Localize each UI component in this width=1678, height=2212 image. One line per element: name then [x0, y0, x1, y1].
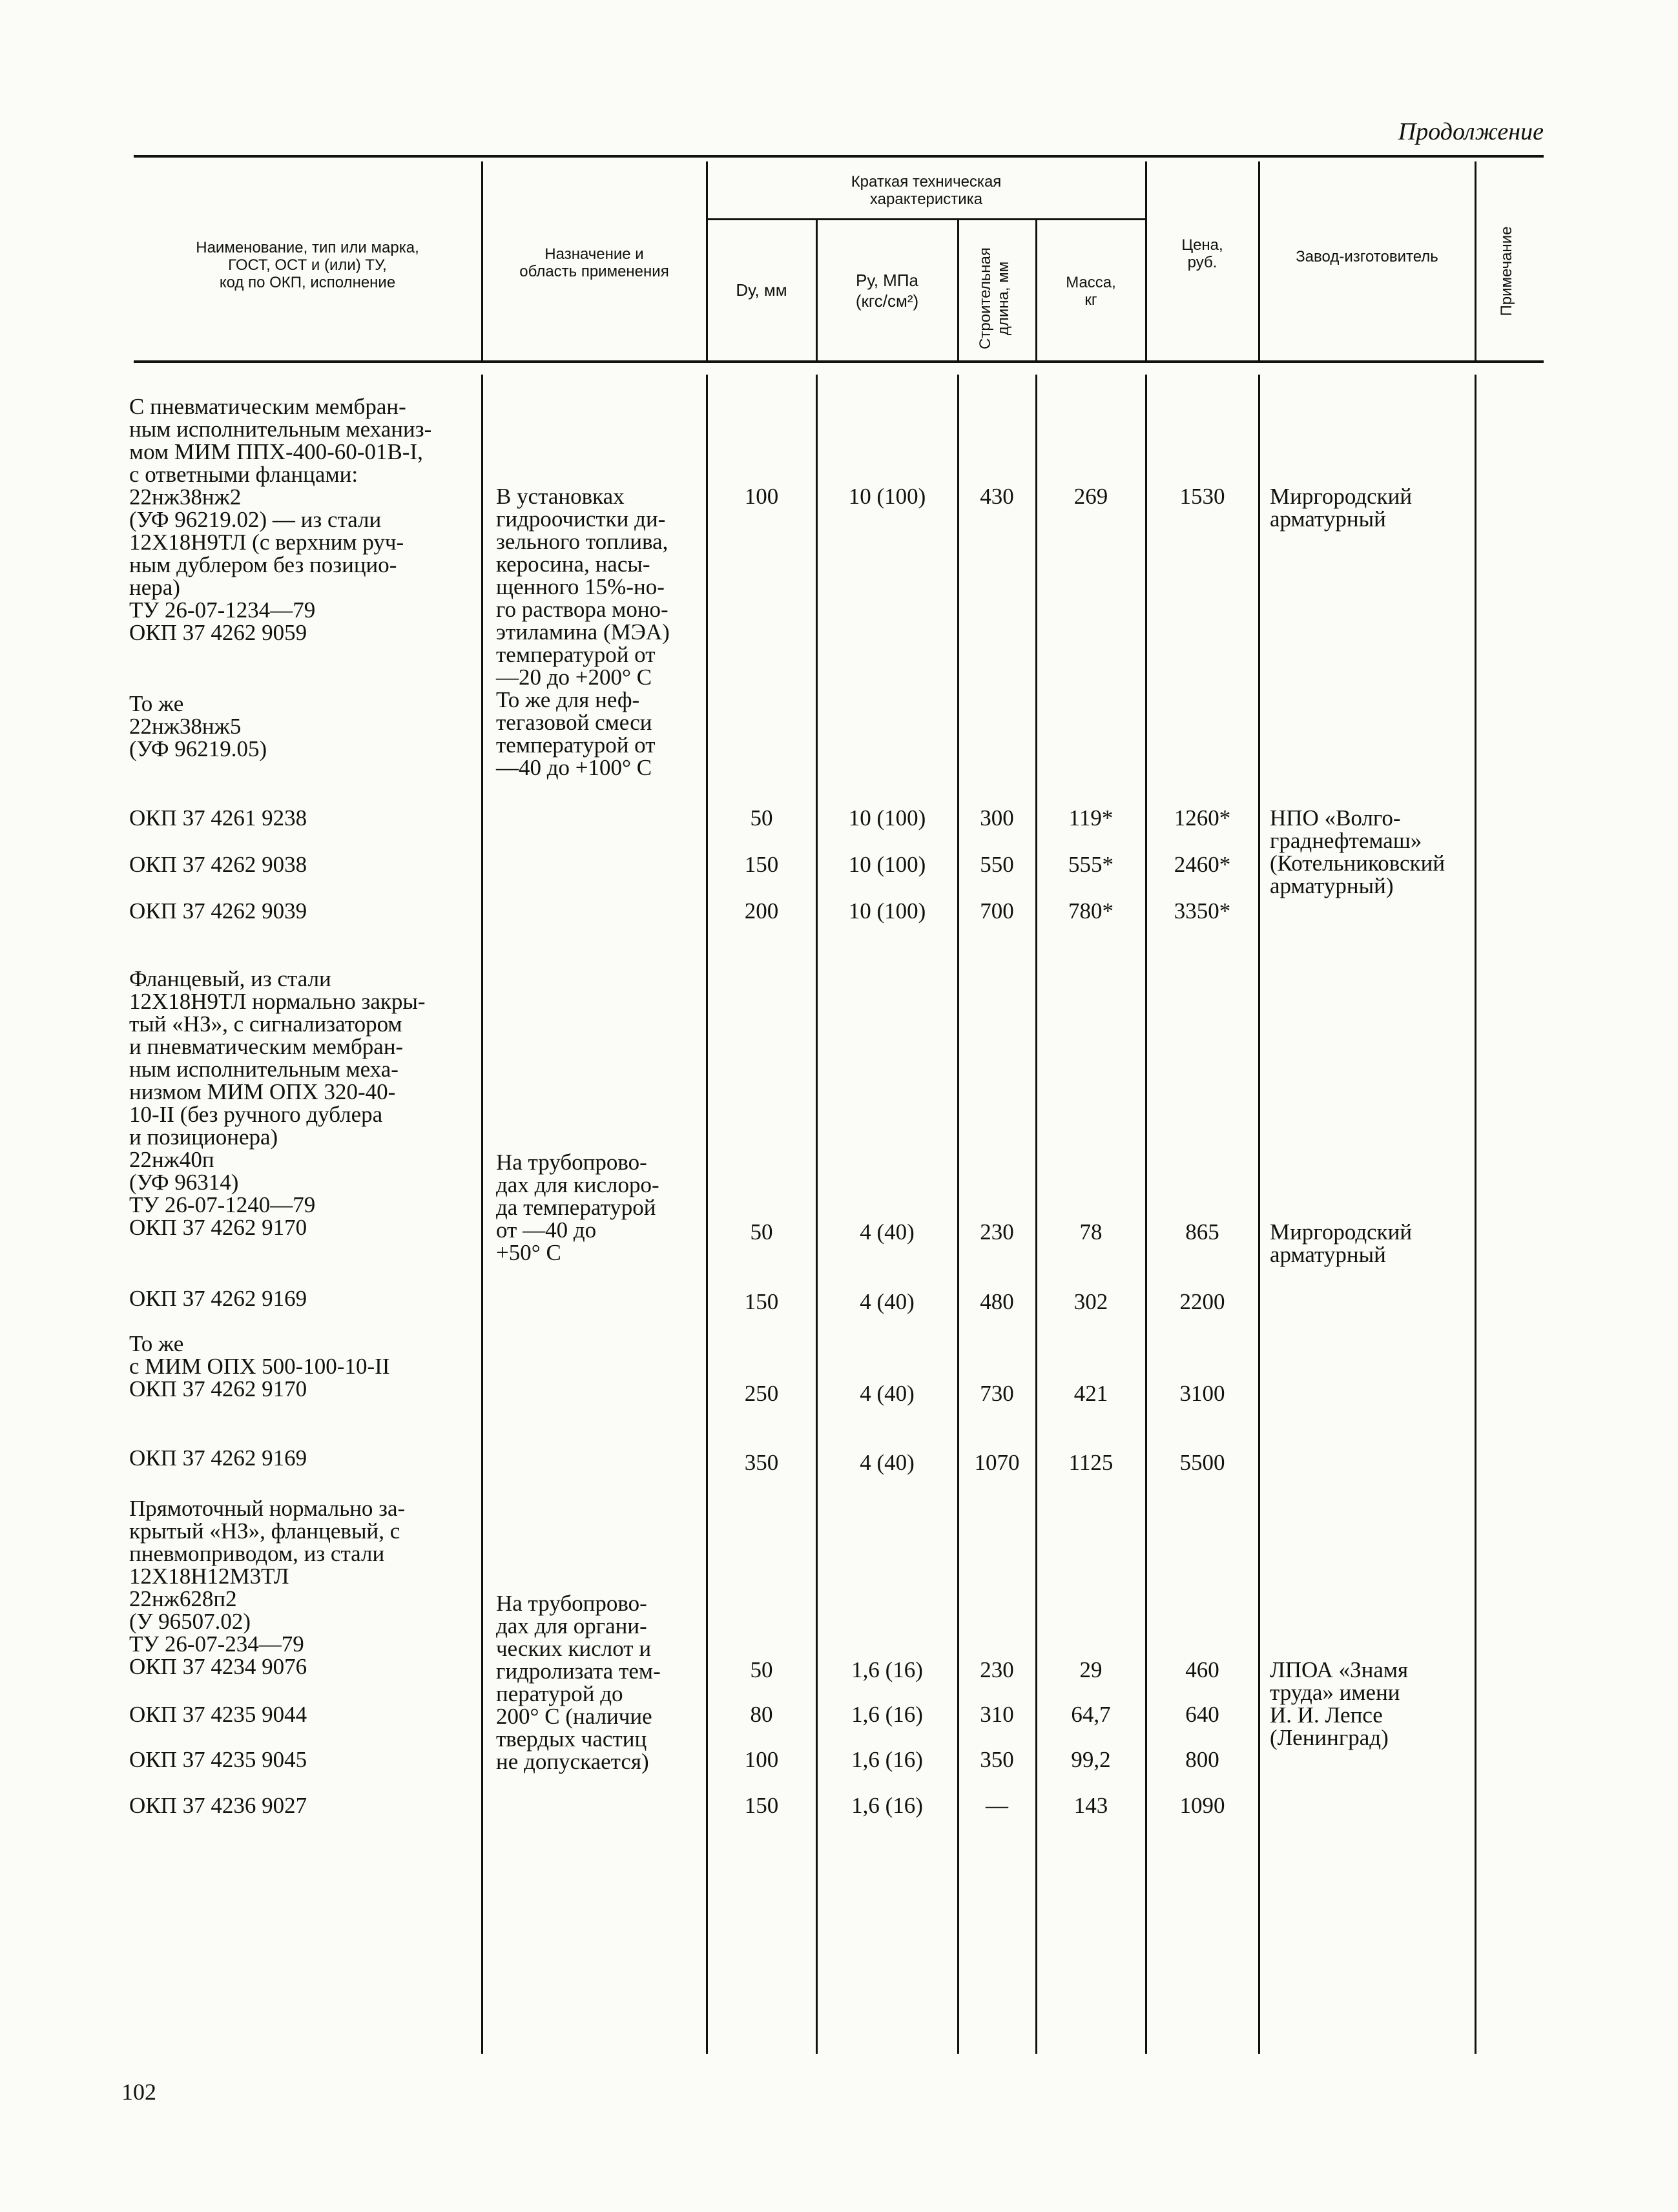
cell-dy: 200	[744, 898, 779, 924]
maker-cell: Миргородский арматурный	[1270, 484, 1413, 532]
col-rule-4	[957, 220, 959, 360]
tech-subheader-rule	[706, 218, 1145, 220]
top-rule	[134, 155, 1544, 158]
cell-py: 4 (40)	[860, 1289, 915, 1314]
name-cell: ОКП 37 4235 9044	[129, 1702, 307, 1727]
header-bottom-rule	[134, 360, 1544, 363]
name-cell: ОКП 37 4236 9027	[129, 1793, 307, 1818]
cell-length: 430	[980, 484, 1014, 509]
cell-mass: 269	[1073, 484, 1108, 509]
header-dy: Dу, мм	[736, 280, 787, 300]
cell-price: 640	[1185, 1702, 1219, 1727]
cell-price: 3100	[1179, 1381, 1225, 1406]
maker-cell: Миргородский арматурный	[1270, 1219, 1413, 1267]
header-name: Наименование, тип или марка, ГОСТ, ОСТ и (или) ТУ, код по ОКП, исполнение	[196, 239, 419, 291]
header-length: Строительная длина, мм	[977, 247, 1012, 349]
name-cell: ОКП 37 4262 9169	[129, 1445, 307, 1471]
cell-mass: 64,7	[1071, 1702, 1111, 1727]
cell-mass: 302	[1073, 1289, 1108, 1314]
cell-dy: 100	[744, 484, 779, 509]
cell-dy: 150	[744, 1289, 779, 1314]
purpose-cell: На трубопрово- дах для органи- ческих кислот и гидролизата тем- пературой до 200° С (наличие твердых частиц не допускается)	[496, 1591, 661, 1774]
cell-price: 3350*	[1174, 898, 1231, 924]
cell-price: 1090	[1179, 1793, 1225, 1818]
header-price: Цена, руб.	[1181, 236, 1223, 271]
cell-price: 865	[1185, 1219, 1219, 1245]
header-maker: Завод-изготовитель	[1296, 248, 1438, 265]
cell-dy: 150	[744, 1793, 779, 1818]
name-cell: С пневматическим мембран- ным исполнительным механиз- мом МИМ ППХ-400-60-01В-I, с ответными фланцами: 22нж38нж2 (УФ 96219.02) — из стали 12Х18Н9ТЛ (с верхним руч- ным дублером без позицио- нера) ТУ 26-07-1234—79 ОКП 37 4262 9059	[129, 394, 432, 645]
cell-py: 10 (100)	[848, 898, 926, 924]
cell-py: 1,6 (16)	[851, 1793, 923, 1818]
body-rule-7	[1258, 375, 1260, 2054]
name-cell: То же с МИМ ОПХ 500-100-10-II ОКП 37 4262 9170	[129, 1331, 390, 1401]
cell-mass: 1125	[1068, 1450, 1113, 1475]
cell-price: 800	[1185, 1747, 1219, 1772]
cell-mass: 780*	[1068, 898, 1113, 924]
cell-mass: 555*	[1068, 852, 1113, 877]
cell-dy: 50	[750, 1657, 773, 1682]
cell-mass: 143	[1073, 1793, 1108, 1818]
cell-length: 230	[980, 1657, 1014, 1682]
cell-length: 1070	[974, 1450, 1020, 1475]
header-py: Pу, МПа (кгс/см²)	[855, 271, 919, 311]
cell-price: 2200	[1179, 1289, 1225, 1314]
cell-py: 1,6 (16)	[851, 1657, 923, 1682]
name-cell: ОКП 37 4261 9238	[129, 805, 307, 831]
cell-dy: 150	[744, 852, 779, 877]
continuation-label: Продолжение	[1398, 118, 1544, 145]
cell-length: 730	[980, 1381, 1014, 1406]
cell-mass: 78	[1079, 1219, 1103, 1245]
cell-py: 4 (40)	[860, 1219, 915, 1245]
name-cell: ОКП 37 4262 9039	[129, 898, 307, 924]
cell-py: 1,6 (16)	[851, 1747, 923, 1772]
cell-length: 300	[980, 805, 1014, 831]
header-tech: Краткая техническая характеристика	[851, 173, 1002, 208]
cell-dy: 100	[744, 1747, 779, 1772]
name-cell: Фланцевый, из стали 12Х18Н9ТЛ нормально закры- тый «НЗ», с сигнализатором и пневматическим мембран- ным исполнительным меха- низмом МИМ ОПХ 320-40- 10-II (без ручного дублера и позиционера) 22нж40п (УФ 96314) ТУ 26-07-1240—79 ОКП 37 4262 9170	[129, 966, 426, 1240]
cell-py: 4 (40)	[860, 1381, 915, 1406]
cell-dy: 250	[744, 1381, 779, 1406]
maker-cell: НПО «Волго- граднефтемаш» (Котельниковский арматурный)	[1270, 805, 1445, 898]
cell-py: 10 (100)	[848, 852, 926, 877]
cell-py: 10 (100)	[848, 484, 926, 509]
name-cell: Прямоточный нормально за- крытый «НЗ», фланцевый, с пневмоприводом, из стали 12Х18Н12М3ТЛ 22нж628п2 (У 96507.02) ТУ 26-07-234—79 ОКП 37 4234 9076	[129, 1496, 406, 1679]
page-number: 102	[121, 2079, 156, 2105]
cell-dy: 80	[750, 1702, 773, 1727]
cell-price: 2460*	[1174, 852, 1231, 877]
cell-length: 230	[980, 1219, 1014, 1245]
cell-mass: 99,2	[1071, 1747, 1111, 1772]
col-rule-8	[1475, 161, 1476, 360]
cell-mass: 29	[1079, 1657, 1103, 1682]
name-cell: ОКП 37 4262 9038	[129, 852, 307, 877]
cell-dy: 350	[744, 1450, 779, 1475]
col-rule-1	[481, 161, 483, 360]
header-purpose: Назначение и область применения	[519, 245, 669, 280]
cell-price: 1260*	[1174, 805, 1231, 831]
cell-py: 4 (40)	[860, 1450, 915, 1475]
name-cell: То же 22нж38нж5 (УФ 96219.05)	[129, 691, 267, 761]
cell-mass: 421	[1073, 1381, 1108, 1406]
cell-py: 10 (100)	[848, 805, 926, 831]
cell-dy: 50	[750, 1219, 773, 1245]
maker-cell: ЛПОА «Знамя труда» имени И. И. Лепсе (Ленинград)	[1270, 1657, 1409, 1750]
cell-mass: 119*	[1068, 805, 1113, 831]
purpose-cell: На трубопрово- дах для кислоро- да температурой от —40 до +50° С	[496, 1150, 659, 1265]
cell-length: 550	[980, 852, 1014, 877]
cell-length: 480	[980, 1289, 1014, 1314]
name-cell: ОКП 37 4235 9045	[129, 1747, 307, 1772]
header-mass: Масса, кг	[1066, 274, 1116, 309]
body-rule-1	[481, 375, 483, 2054]
cell-length: 350	[980, 1747, 1014, 1772]
cell-length: 310	[980, 1702, 1014, 1727]
cell-dy: 50	[750, 805, 773, 831]
cell-py: 1,6 (16)	[851, 1702, 923, 1727]
body-rule-8	[1475, 375, 1476, 2054]
header-note: Примечание	[1498, 226, 1515, 316]
cell-length: —	[986, 1793, 1008, 1818]
cell-length: 700	[980, 898, 1014, 924]
cell-price: 5500	[1179, 1450, 1225, 1475]
cell-price: 460	[1185, 1657, 1219, 1682]
cell-price: 1530	[1179, 484, 1225, 509]
purpose-cell: В установках гидроочистки ди- зельного топлива, керосина, насы- щенного 15%-но- го раствора моно- этиламина (МЭА) температурой от —20 до +200° С То же для неф- тегазовой смеси температурой от —40 до +100° С	[496, 484, 670, 780]
name-cell: ОКП 37 4262 9169	[129, 1286, 307, 1311]
